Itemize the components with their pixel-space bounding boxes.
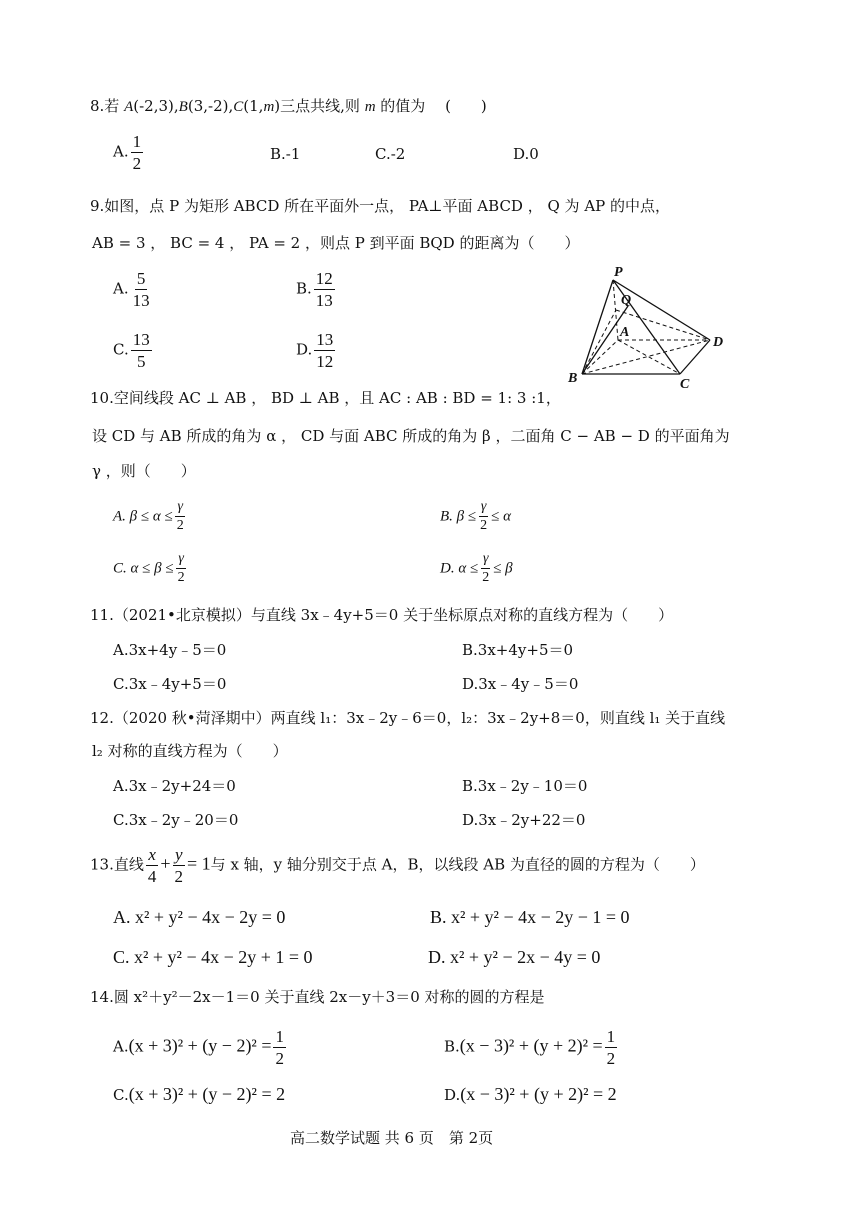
q9-stem-line2: AB = 3 ， BC = 4 ， PA = 2 ，则点 P 到平面 BQD 的距离为（ ） bbox=[92, 234, 580, 252]
q8-stem: 8.若 A(-2,3),B(3,-2),C(1,m)三点共线,则 m 的值为 ( ) bbox=[90, 97, 487, 115]
label-b: B bbox=[568, 371, 578, 386]
q14-option-c: C.(x + 3)² + (y − 2)² = 2 bbox=[113, 1084, 286, 1104]
q12-option-b: B.3x﹣2y﹣10＝0 bbox=[462, 777, 588, 795]
pyramid-figure bbox=[560, 262, 740, 392]
q14-option-d: D.(x − 3)² + (y + 2)² = 2 bbox=[444, 1084, 617, 1104]
q9-option-a: A. $\frac{5}{13}$ bbox=[113, 269, 150, 310]
q11-option-c: C.3x﹣4y+5＝0 bbox=[113, 675, 227, 693]
page-footer: 高二数学试题 共 6 页 第 2页 bbox=[290, 1129, 494, 1147]
q10-option-b: B. β ≤ $\frac{\gamma}{2}$ ≤ α bbox=[440, 499, 511, 533]
q10-option-c: C. α ≤ β ≤ $\frac{\gamma}{2}$ bbox=[113, 551, 185, 585]
q10-option-d: D. α ≤ $\frac{\gamma}{2}$ ≤ β bbox=[440, 551, 513, 585]
q12-option-a: A.3x﹣2y+24＝0 bbox=[113, 777, 236, 795]
q13-option-c: C. x² + y² − 4x − 2y + 1 = 0 bbox=[113, 947, 313, 967]
label-d: D bbox=[713, 335, 724, 350]
q11-option-b: B.3x+4y+5＝0 bbox=[462, 641, 574, 659]
q13-option-d: D. x² + y² − 2x − 4y = 0 bbox=[428, 947, 601, 967]
q8-option-c: C.-2 bbox=[375, 145, 406, 163]
label-q: Q bbox=[621, 293, 632, 308]
q10-option-a: A. β ≤ α ≤ $\frac{\gamma}{2}$ bbox=[113, 499, 184, 533]
label-c: C bbox=[680, 377, 690, 392]
q12-option-c: C.3x﹣2y﹣20＝0 bbox=[113, 811, 239, 829]
q12-option-d: D.3x﹣2y+22＝0 bbox=[462, 811, 586, 829]
q14-option-b: B.(x − 3)² + (y + 2)² = $\frac{1}{2}$ bbox=[444, 1027, 616, 1068]
q14-option-a: A.(x + 3)² + (y − 2)² = $\frac{1}{2}$ bbox=[113, 1027, 284, 1068]
q8-option-b: B.-1 bbox=[270, 145, 301, 163]
q9-stem-line1: 9.如图，点 P 为矩形 ABCD 所在平面外一点， PA⊥平面 ABCD ， Q 为 AP 的中点， bbox=[90, 197, 671, 215]
q11-option-d: D.3x﹣4y﹣5＝0 bbox=[462, 675, 579, 693]
q9-option-d: D. $\frac{13}{12}$ bbox=[296, 330, 334, 371]
q12-stem-line1: 12.（2020 秋•菏泽期中）两直线 l₁：3x﹣2y﹣6＝0，l₂：3x﹣2y+8＝0，则直线 l₁ 关于直线 bbox=[90, 709, 726, 727]
q9-option-b: B. $\frac{12}{13}$ bbox=[296, 269, 333, 310]
q10-stem-line2: 设 CD 与 AB 所成的角为 α ， CD 与面 ABC 所成的角为 β ，二面角 C − AB − D 的平面角为 bbox=[92, 427, 730, 445]
q8-option-d: D.0 bbox=[513, 145, 539, 163]
q9-option-c: C. $\frac{13}{5}$ bbox=[113, 330, 150, 371]
q13-option-a: A. x² + y² − 4x − 2y = 0 bbox=[113, 907, 286, 927]
q11-stem: 11.（2021•北京模拟）与直线 3x﹣4y+5＝0 关于坐标原点对称的直线方程为（ ） bbox=[90, 606, 674, 624]
q10-stem-line3: γ ，则（ ） bbox=[92, 462, 196, 480]
q12-stem-line2: l₂ 对称的直线方程为（ ） bbox=[92, 742, 288, 760]
q11-option-a: A.3x+4y﹣5＝0 bbox=[113, 641, 227, 659]
q8-option-a: A. $\frac{1}{2}$ bbox=[113, 132, 142, 173]
label-a: A bbox=[620, 325, 630, 340]
label-p: P bbox=[614, 265, 623, 280]
q10-stem-line1: 10.空间线段 AC ⊥ AB ， BD ⊥ AB ，且 AC : AB : BD = 1: 3 :1， bbox=[90, 389, 561, 407]
q14-stem: 14.圆 x²＋y²－2x－1＝0 关于直线 2x－y＋3＝0 对称的圆的方程是 bbox=[90, 988, 545, 1006]
q13-option-b: B. x² + y² − 4x − 2y − 1 = 0 bbox=[430, 907, 630, 927]
q13-stem: 13.直线 $\frac{x}{4}$ + $\frac{y}{2}$ = 1与 x 轴，y 轴分别交于点 A，B，以线段 AB 为直径的圆的方程为（ ） bbox=[90, 845, 705, 886]
